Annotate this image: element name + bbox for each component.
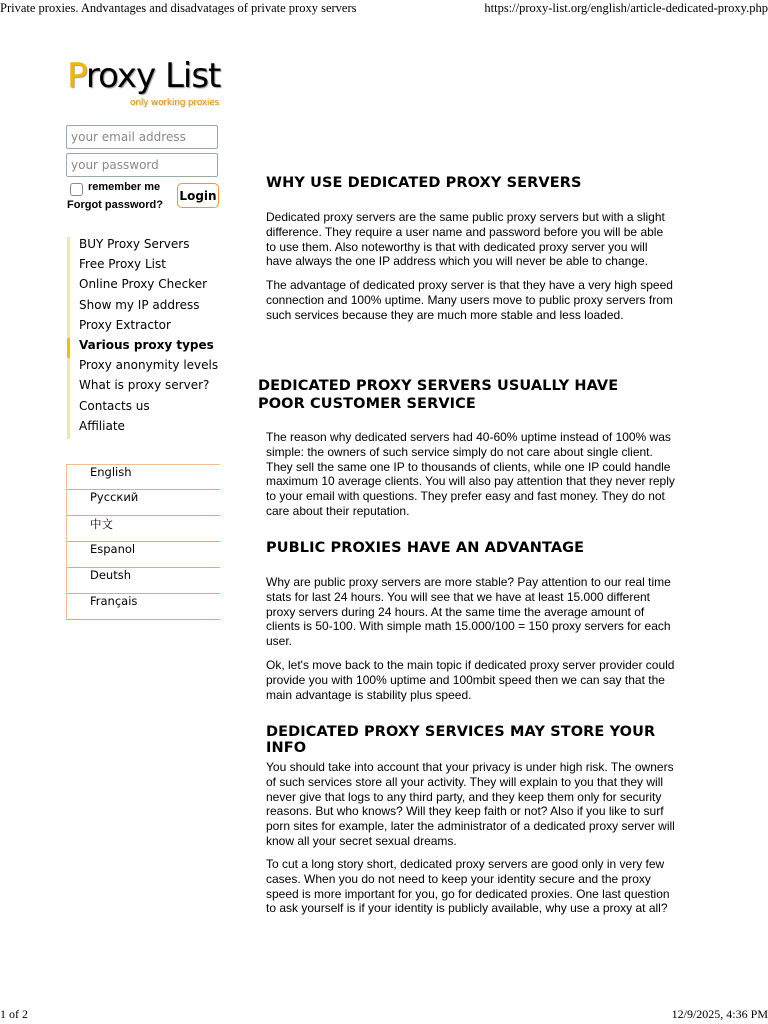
logo-wordmark	[67, 56, 227, 96]
sidebar-nav	[67, 237, 230, 439]
nav-item-what-is-proxy-server[interactable]: What is proxy server?	[79, 378, 210, 393]
language-english[interactable]: English	[67, 464, 220, 490]
nav-item-buy-proxy-servers[interactable]: BUY Proxy Servers	[79, 237, 190, 251]
remember-me-checkbox[interactable]	[70, 183, 83, 196]
nav-item-proxy-anonymity-levels[interactable]: Proxy anonymity levels	[79, 358, 219, 373]
language-list	[66, 464, 220, 620]
nav-item-affiliate[interactable]: Affiliate	[79, 418, 125, 433]
heading-why-use-dedicated: WHY USE DEDICATED PROXY SERVERS	[266, 175, 582, 191]
heading-poor-customer-service: DEDICATED PROXY SERVERS USUALLY HAVE POOR CUSTOMER SERVICE	[258, 378, 619, 412]
nav-item-free-proxy-list[interactable]: Free Proxy List	[79, 257, 166, 272]
logo-initial: P	[67, 56, 86, 96]
language-french[interactable]: Français	[67, 594, 220, 620]
paragraph-dedicated-intro: Dedicated proxy servers are the same public proxy servers but with a slight difference. They require a user name and password before you will be able to use them. Also noteworthy is that with dedicated proxy server you will have always the one IP address which you will never be able to change.	[266, 210, 665, 269]
nav-item-online-proxy-checker[interactable]: Online Proxy Checker	[79, 277, 208, 292]
nav-item-show-my-ip[interactable]: Show my IP address	[79, 297, 200, 312]
nav-item-various-proxy-types[interactable]: Various proxy types	[67, 338, 230, 358]
paragraph-uptime-reason: The reason why dedicated servers had 40-60% uptime instead of 100% was simple: the owners of such service simply do not care about single client. They sell the same one IP to thousands of clients, while one IP could handle maximum 10 average clients. You will also pay attention that they never reply to your email with questions. They prefer easy and fast money. They do not care about their reputation.	[266, 430, 675, 518]
login-button[interactable]: Login	[177, 183, 219, 208]
email-field[interactable]	[66, 125, 218, 149]
paragraph-public-stable: Why are public proxy servers are more stable? Pay attention to our real time stats for last 24 hours. You will see that we have at least 15.000 different proxy servers during 24 hours. At the same time the average amount of clients is 50-100. With simple math 15.000/100 = 150 proxy servers for each user.	[266, 575, 671, 649]
paragraph-conclusion: To cut a long story short, dedicated proxy servers are good only in very few cases. When you do not need to keep your identity secure and the proxy speed is more important for you, go for dedicated proxies. One last question to ask yourself is if your identity is publicly available, why use a proxy at all?	[266, 857, 670, 916]
logo-rest: roxy List	[85, 56, 221, 96]
print-page-url: https://proxy-list.org/english/article-dedicated-proxy.php	[484, 1, 768, 15]
heading-store-your-info: DEDICATED PROXY SERVICES MAY STORE YOUR INFO	[266, 724, 656, 756]
language-russian[interactable]: Русский	[67, 490, 220, 516]
language-spanish[interactable]: Espanol	[67, 542, 220, 568]
paragraph-stability-speed: Ok, let's move back to the main topic if dedicated proxy server provider could provide you with 100% uptime and 100mbit speed then we can say that the main advantage is stability plus speed.	[266, 658, 675, 702]
logo-tagline: only working proxies	[130, 98, 219, 108]
paragraph-dedicated-advantage: The advantage of dedicated proxy server is that they have a very high speed connection and 100% uptime. Many users move to public proxy servers from such services because they are much more stable and less loaded.	[266, 278, 673, 322]
print-page-title: Private proxies. Andvantages and disadvatages of private proxy servers	[0, 1, 357, 15]
heading-public-proxies-advantage: PUBLIC PROXIES HAVE AN ADVANTAGE	[266, 540, 585, 556]
nav-item-proxy-extractor[interactable]: Proxy Extractor	[79, 317, 171, 332]
print-date: 12/9/2025, 4:36 PM	[671, 1007, 768, 1021]
password-field[interactable]	[66, 153, 218, 177]
forgot-password-link[interactable]: Forgot password?	[67, 199, 163, 211]
remember-me-label[interactable]: remember me	[88, 181, 161, 193]
language-german[interactable]: Deutsh	[67, 568, 220, 594]
nav-item-contacts-us[interactable]: Contacts us	[79, 398, 150, 413]
paragraph-privacy-risk: You should take into account that your privacy is under high risk. The owners of such services store all your activity. They will explain to you that they will never give that logs to any third party, and they keep them only for security reasons. But who knows? Will they keep faith or not? Also if you like to surf porn sites for example, later the administrator of a dedicated proxy server will know all your secret sexual dreams.	[266, 760, 675, 848]
site-logo[interactable]	[67, 56, 227, 111]
language-chinese[interactable]: 中文	[67, 516, 220, 542]
print-page-number: 1 of 2	[0, 1007, 28, 1021]
